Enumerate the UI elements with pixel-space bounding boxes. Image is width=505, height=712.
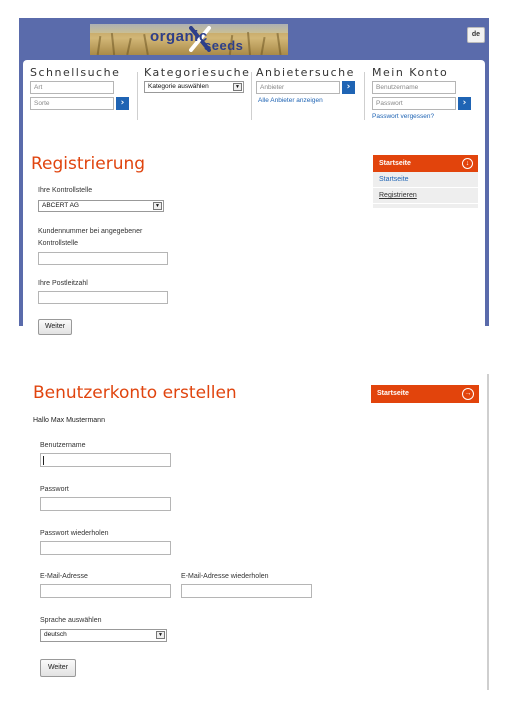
chevron-right-icon: › [346,82,351,92]
divider [137,72,138,120]
sidebar-header-label: Startseite [379,160,411,167]
quick-search-title: Schnellsuche [30,66,121,79]
dropdown-arrow-icon: ▼ [233,83,242,91]
control-body-value: ABCERT AG [42,202,79,209]
circle-down-icon: ↓ [462,158,473,169]
sidebar-header[interactable] [373,155,478,172]
forgot-password-link[interactable]: Passwort vergessen? [372,113,435,120]
category-search-title: Kategoriesuche [144,66,251,79]
control-body-select[interactable] [38,200,164,212]
site-logo[interactable] [90,24,288,55]
my-account [372,66,448,79]
language-select-value: deutsch [44,631,67,638]
email-input[interactable] [40,584,171,598]
login-go-button[interactable] [458,97,471,110]
login-username-input[interactable]: Benutzername [372,81,456,94]
customer-number-input[interactable] [38,252,168,265]
language-select[interactable] [40,629,167,642]
language-button[interactable]: de [467,27,485,43]
sidebar-item-register[interactable]: Registrieren [373,188,478,204]
provider-search-title: Anbietersuche [256,66,355,79]
login-password-input[interactable]: Passwort [372,97,456,110]
customer-number-label: Kundennummer bei angegebener Kontrollstelle [38,228,143,247]
sidebar-header-label: Startseite [377,390,409,397]
greeting: Hallo Max Mustermann [33,417,105,424]
sidebar-header[interactable] [371,385,479,403]
quick-search [30,66,120,79]
logo-word-organic: organic [150,28,208,45]
page-title: Benutzerkonto erstellen [33,383,237,403]
chevron-right-icon: › [120,98,125,108]
provider-input[interactable]: Anbieter [256,81,340,94]
account-creation-screenshot [25,374,490,692]
divider [487,374,489,690]
email-repeat-input[interactable] [181,584,312,598]
language-label: Sprache auswählen [40,617,102,624]
postal-code-input[interactable] [38,291,168,304]
my-account-title: Mein Konto [372,66,449,79]
username-input[interactable] [40,453,171,467]
control-body-label: Ihre Kontrollstelle [38,187,93,194]
email-label: E-Mail-Adresse [40,573,88,580]
category-search [144,66,250,79]
logo-word-seeds: seeds [204,38,244,53]
chevron-right-icon: › [462,98,467,108]
circle-right-icon: → [462,388,474,400]
show-all-providers-link[interactable]: Alle Anbieter anzeigen [258,97,323,104]
password-input[interactable] [40,497,171,511]
postal-code-label: Ihre Postleitzahl [38,280,88,287]
species-input[interactable]: Art [30,81,114,94]
dropdown-arrow-icon: ▼ [156,631,165,639]
dropdown-arrow-icon: ▼ [153,202,162,210]
password-label: Passwort [40,486,69,493]
quick-search-go-button[interactable] [116,97,129,110]
variety-input[interactable]: Sorte [30,97,114,110]
next-button[interactable]: Weiter [40,659,76,677]
registration-screenshot [19,18,489,330]
password-repeat-input[interactable] [40,541,171,555]
username-label: Benutzername [40,442,86,449]
provider-search [256,66,355,79]
sidebar-nav [373,155,478,208]
divider [364,72,365,120]
sidebar-item-home[interactable]: Startseite [373,172,478,188]
email-repeat-label: E-Mail-Adresse wiederholen [181,573,269,580]
main-panel [23,60,485,330]
text-caret [43,456,44,465]
page-title: Registrierung [31,154,146,174]
category-select-value: Kategorie auswählen [148,83,209,90]
provider-search-go-button[interactable] [342,81,355,94]
password-repeat-label: Passwort wiederholen [40,530,109,537]
category-select[interactable] [144,81,244,93]
next-button[interactable]: Weiter [38,319,72,335]
divider [251,72,252,120]
